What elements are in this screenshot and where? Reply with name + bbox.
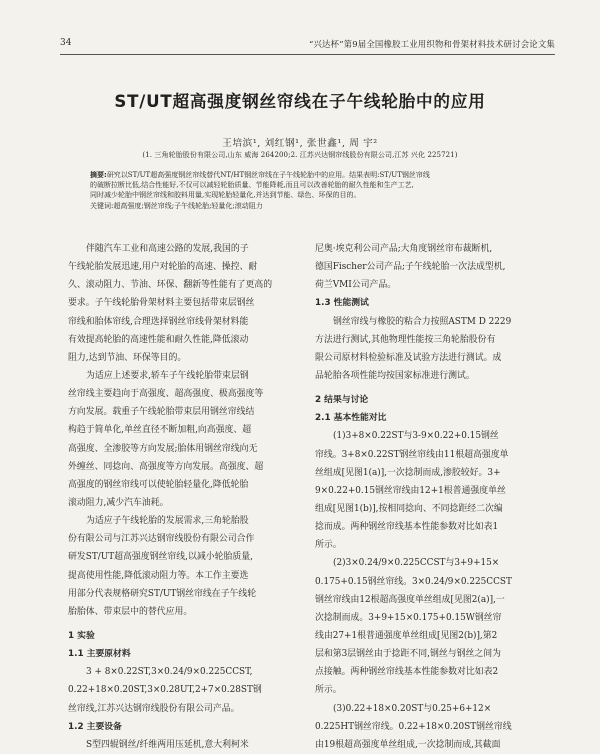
text-line: 高强度的钢丝帘线可以使轮胎轻量化,降低轮胎 <box>68 479 249 490</box>
text-line: 高强度、全渗胶等方向发展;胎体用钢丝帘线向无 <box>68 443 258 454</box>
text-line: (1)3+8×0.22ST与3-9×0.22+0.15钢丝 <box>333 431 499 442</box>
author-list: 王培滨¹, 刘红钢¹, 张世鑫¹, 周 宇² <box>222 138 378 149</box>
affiliation: (1. 三角轮胎股份有限公司,山东 威海 264200;2. 江苏兴达钢帘线股份有限公司,江苏 兴化 225721) <box>142 151 458 159</box>
text-line: 帘线。3+8×0.22ST钢丝帘线由11根超高强度单 <box>315 449 509 460</box>
text-line: 限公司原材料检验标准及试验方法进行测试。成 <box>315 352 502 363</box>
text-line: 点接触。两种钢丝帘线基本性能参数对比如表2 <box>315 667 499 678</box>
text-line: 要求。子午线轮胎骨架材料主要包括带束层钢丝 <box>68 298 255 309</box>
text-line: 丝帘线,江苏兴达钢帘线股份有限公司产品。 <box>68 703 240 714</box>
text-line: 外缠丝、同捻向、高强度等方向发展。高强度、超 <box>68 461 264 472</box>
text-line: 伴随汽车工业和高速公路的发展,我国的子 <box>86 244 249 254</box>
text-line: 荷兰VMI公司产品。 <box>315 280 397 291</box>
text-line: 0.225HT钢丝帘线。0.22+18×0.20ST钢丝帘线 <box>315 721 512 732</box>
text-line: 0.175+0.15钢丝帘线。3×0.24/9×0.225CCST <box>315 576 512 587</box>
text-line: 用部分代表规格研究ST/UT钢丝帘线在子午线轮 <box>68 588 257 599</box>
text-line: 次捻制而成。3+9+15×0.175+0.15W钢丝帘 <box>315 612 502 623</box>
text-line: 阻力,达到节油、环保等目的。 <box>68 352 187 363</box>
abstract-line: 的破断拉断比低,结合性能好,不仅可以减轻轮胎质量、节能降耗,而且可以改善轮胎的耐久性能和生产工艺, <box>90 181 414 190</box>
text-line: 由19根超高强度单丝组成,一次捻制而成,其截面 <box>315 739 501 750</box>
text-line: 久、滚动阻力、节油、环保、翻新等性能有了更高的 <box>68 280 273 291</box>
abstract-label: 摘要: <box>90 171 107 179</box>
text-line: 胎胎体、带束层中的替代应用。 <box>68 606 193 617</box>
text-line: 品轮胎各项性能均按国家标准进行测试。 <box>315 370 475 381</box>
text-line: 有效提高轮胎的高速性能和耐久性能,降低滚动 <box>68 334 249 345</box>
text-line: 份有限公司与江苏兴达钢帘线股份有限公司合作 <box>68 534 255 545</box>
abstract-line <box>90 170 515 180</box>
text-line: 为适应上述要求,轿车子午线轮胎带束层钢 <box>86 370 249 381</box>
text-line: 线由27+1根普通强度单丝组成[见图2(b)],第2 <box>315 630 498 641</box>
section-heading: 2 结果与讨论 <box>315 395 369 406</box>
text-line: 午线轮胎发展迅速,用户对轮胎的高速、操控、耐 <box>68 262 258 273</box>
text-line: (2)3×0.24/9×0.225CCST与3+9+15× <box>333 558 500 569</box>
text-line: 9×0.22+0.15钢丝帘线由12+1根普通强度单丝 <box>315 485 506 496</box>
text-line: 构趋于简单化,单丝直径不断加粗,向高强度、超 <box>68 425 252 436</box>
abstract-text: 研究以ST/UT超高强度钢丝帘线替代NT/HT钢丝帘线在子午线轮胎中的应用。结果表明:ST/UT钢丝帘线 <box>106 171 430 179</box>
section-heading: 1.2 主要设备 <box>68 721 122 732</box>
keywords: 关键词:超高强度;钢丝帘线;子午线轮胎;轻量化;滚动阻力 <box>90 201 263 210</box>
text-line: 组成[见图1(b)],按相同捻向、不同捻距经二次编 <box>315 503 503 514</box>
running-head: “兴达杯”第9届全国橡胶工业用织物和骨架材料技术研讨会论文集 <box>308 39 555 49</box>
header-rule <box>60 54 555 55</box>
text-line: 捻而成。两种钢丝帘线基本性能参数对比如表1 <box>315 522 499 533</box>
section-heading: 1.3 性能测试 <box>315 298 369 309</box>
abstract-block <box>90 170 515 211</box>
text-line: S型四辊钢丝/纤维两用压延机,意大利柯米 <box>86 739 249 750</box>
text-line: 层和第3层钢丝由于捻距不同,钢丝与钢丝之间为 <box>315 649 501 660</box>
page-header <box>60 38 555 52</box>
text-line: 丝组成[见图1(a)],一次捻制而成,渗胶较好。3+ <box>315 467 501 478</box>
text-line: 0.22+18×0.20ST,3×0.28UT,2+7×0.28ST钢 <box>68 685 262 696</box>
text-line: 帘线和胎体帘线,合理选择钢丝帘线骨架材料能 <box>68 316 249 327</box>
text-line: 所示。 <box>315 685 342 696</box>
text-line: 方法进行测试,其他物理性能按三角轮胎股份有 <box>315 334 496 345</box>
article-title: ST/UT超高强度钢丝帘线在子午线轮胎中的应用 <box>114 92 486 111</box>
section-heading: 2.1 基本性能对比 <box>315 413 387 424</box>
text-line: 钢丝帘线由12根超高强度单丝组成[见图2(a)],一 <box>315 594 505 605</box>
abstract-line: 同时减少轮胎中钢丝帘线和胶料用量,实现轮胎轻量化,并达到节能、绿色、环保的目的。 <box>90 191 361 200</box>
text-line: 德国Fischer公司产品;子午线轮胎一次法成型机, <box>315 262 506 273</box>
text-line: (3)0.22+18×0.20ST与0.25+6+12× <box>333 703 492 714</box>
text-line: 所示。 <box>315 540 342 551</box>
text-line: 尼奥·埃克利公司产品;大角度钢丝帘布裁断机, <box>315 244 493 254</box>
text-line: 钢丝帘线与橡胶的粘合力按照ASTM D 2229 <box>333 316 512 327</box>
page-number: 34 <box>60 38 72 48</box>
text-line: 滚动阻力,减少汽车油耗。 <box>68 497 169 508</box>
text-line: 为适应子午线轮胎的发展需求,三角轮胎股 <box>86 516 249 527</box>
text-line: 方向发展。载重子午线轮胎带束层用钢丝帘线结 <box>68 407 255 418</box>
text-line: 研发ST/UT超高强度钢丝帘线,以减小轮胎质量, <box>68 552 253 563</box>
section-heading: 1.1 主要原材料 <box>68 649 131 660</box>
text-line: 3 + 8×0.22ST,3×0.24/9×0.225CCST, <box>86 667 253 678</box>
section-heading: 1 实验 <box>68 630 95 641</box>
text-line: 丝帘线主要趋向于高强度、超高强度、极高强度等 <box>68 389 264 400</box>
text-line: 提高使用性能,降低滚动阻力等。本工作主要选 <box>68 570 249 581</box>
